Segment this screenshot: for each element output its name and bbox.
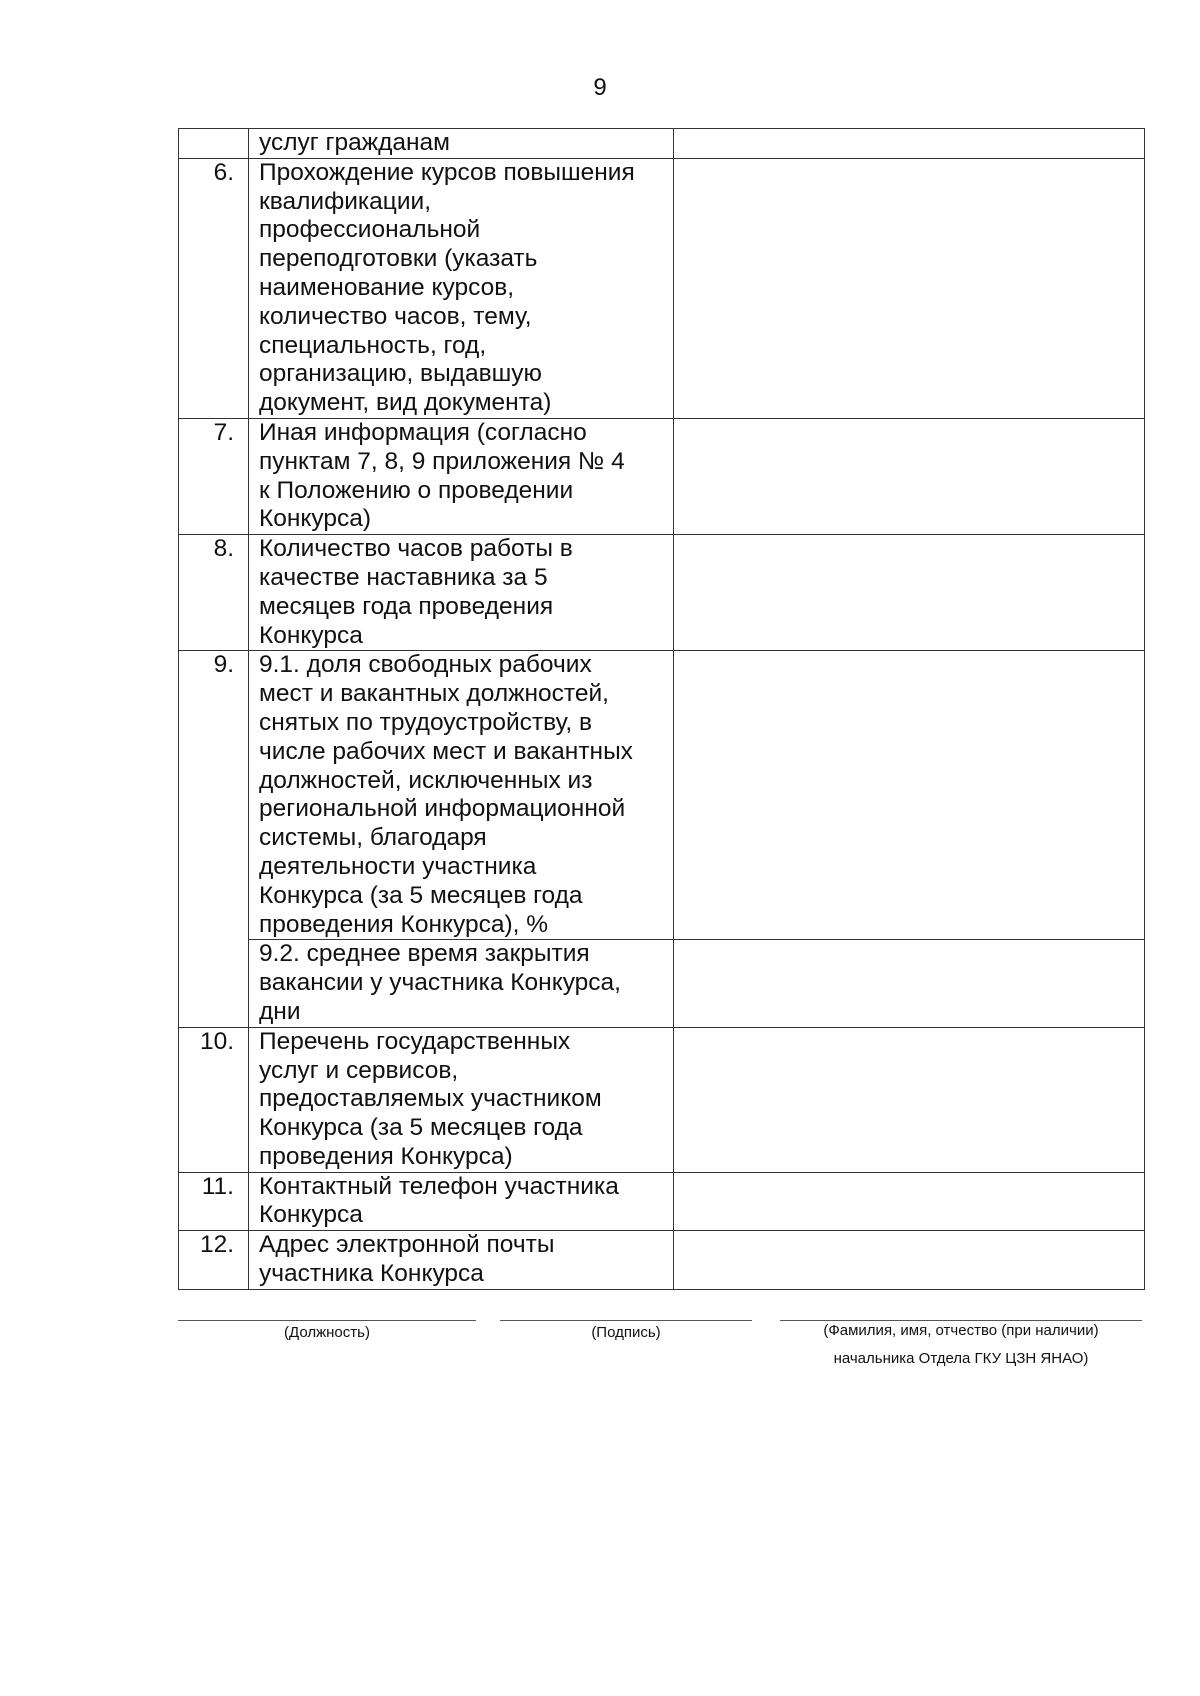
table-row [179,535,1145,651]
row-value-cell[interactable] [674,418,1145,534]
row-description: Прохождение курсов повышения квалификации, профессиональной переподготовки (указать наименование курсов, количество часов, тему, специальность, год, организацию, выдавшую документ, вид документа) [249,158,674,418]
row-number: 8. [179,535,249,651]
form-table [178,128,1145,1290]
table-row [179,651,1145,940]
page-number: 9 [593,74,607,101]
row-value-cell[interactable] [674,651,1145,940]
row-value-cell[interactable] [674,535,1145,651]
row-description: Иная информация (согласно пунктам 7, 8, 9 приложения № 4 к Положению о проведении Конкурса) [249,418,674,534]
table-row [179,418,1145,534]
row-number [179,129,249,159]
table-row [179,129,1145,159]
row-value-cell[interactable] [674,129,1145,159]
signature-caption: (Подпись) [591,1324,661,1341]
row-value-cell[interactable] [674,1172,1145,1231]
name-signature-line [780,1320,1142,1321]
signature-line [500,1320,752,1321]
row-number: 9. [179,651,249,1027]
table-row [179,940,1145,1027]
row-description: Количество часов работы в качестве наставника за 5 месяцев года проведения Конкурса [249,535,674,651]
row-number: 10. [179,1027,249,1172]
table-row [179,158,1145,418]
row-number: 6. [179,158,249,418]
table-row [179,1172,1145,1231]
name-caption: (Фамилия, имя, отчество (при наличии) [823,1322,1099,1339]
row-value-cell[interactable] [674,940,1145,1027]
row-number: 11. [179,1172,249,1231]
row-number: 7. [179,418,249,534]
table-row [179,1231,1145,1290]
row-description: 9.2. среднее время закрытия вакансии у участника Конкурса, дни [249,940,674,1027]
row-value-cell[interactable] [674,1027,1145,1172]
department-caption: начальника Отдела ГКУ ЦЗН ЯНАО) [833,1350,1089,1367]
row-description: Контактный телефон участника Конкурса [249,1172,674,1231]
row-description: 9.1. доля свободных рабочих мест и вакантных должностей, снятых по трудоустройству, в числе рабочих мест и вакантных должностей, исключенных из региональной информационной системы, благодаря деятельности участника Конкурса (за 5 месяцев года проведения Конкурса), % [249,651,674,940]
row-description: Адрес электронной почты участника Конкурса [249,1231,674,1290]
row-description: услуг гражданам [249,129,674,159]
position-caption: (Должность) [284,1324,370,1341]
row-number: 12. [179,1231,249,1290]
row-value-cell[interactable] [674,1231,1145,1290]
row-value-cell[interactable] [674,158,1145,418]
row-description: Перечень государственных услуг и сервисов, предоставляемых участником Конкурса (за 5 месяцев года проведения Конкурса) [249,1027,674,1172]
position-signature-line [178,1320,476,1321]
table-row [179,1027,1145,1172]
